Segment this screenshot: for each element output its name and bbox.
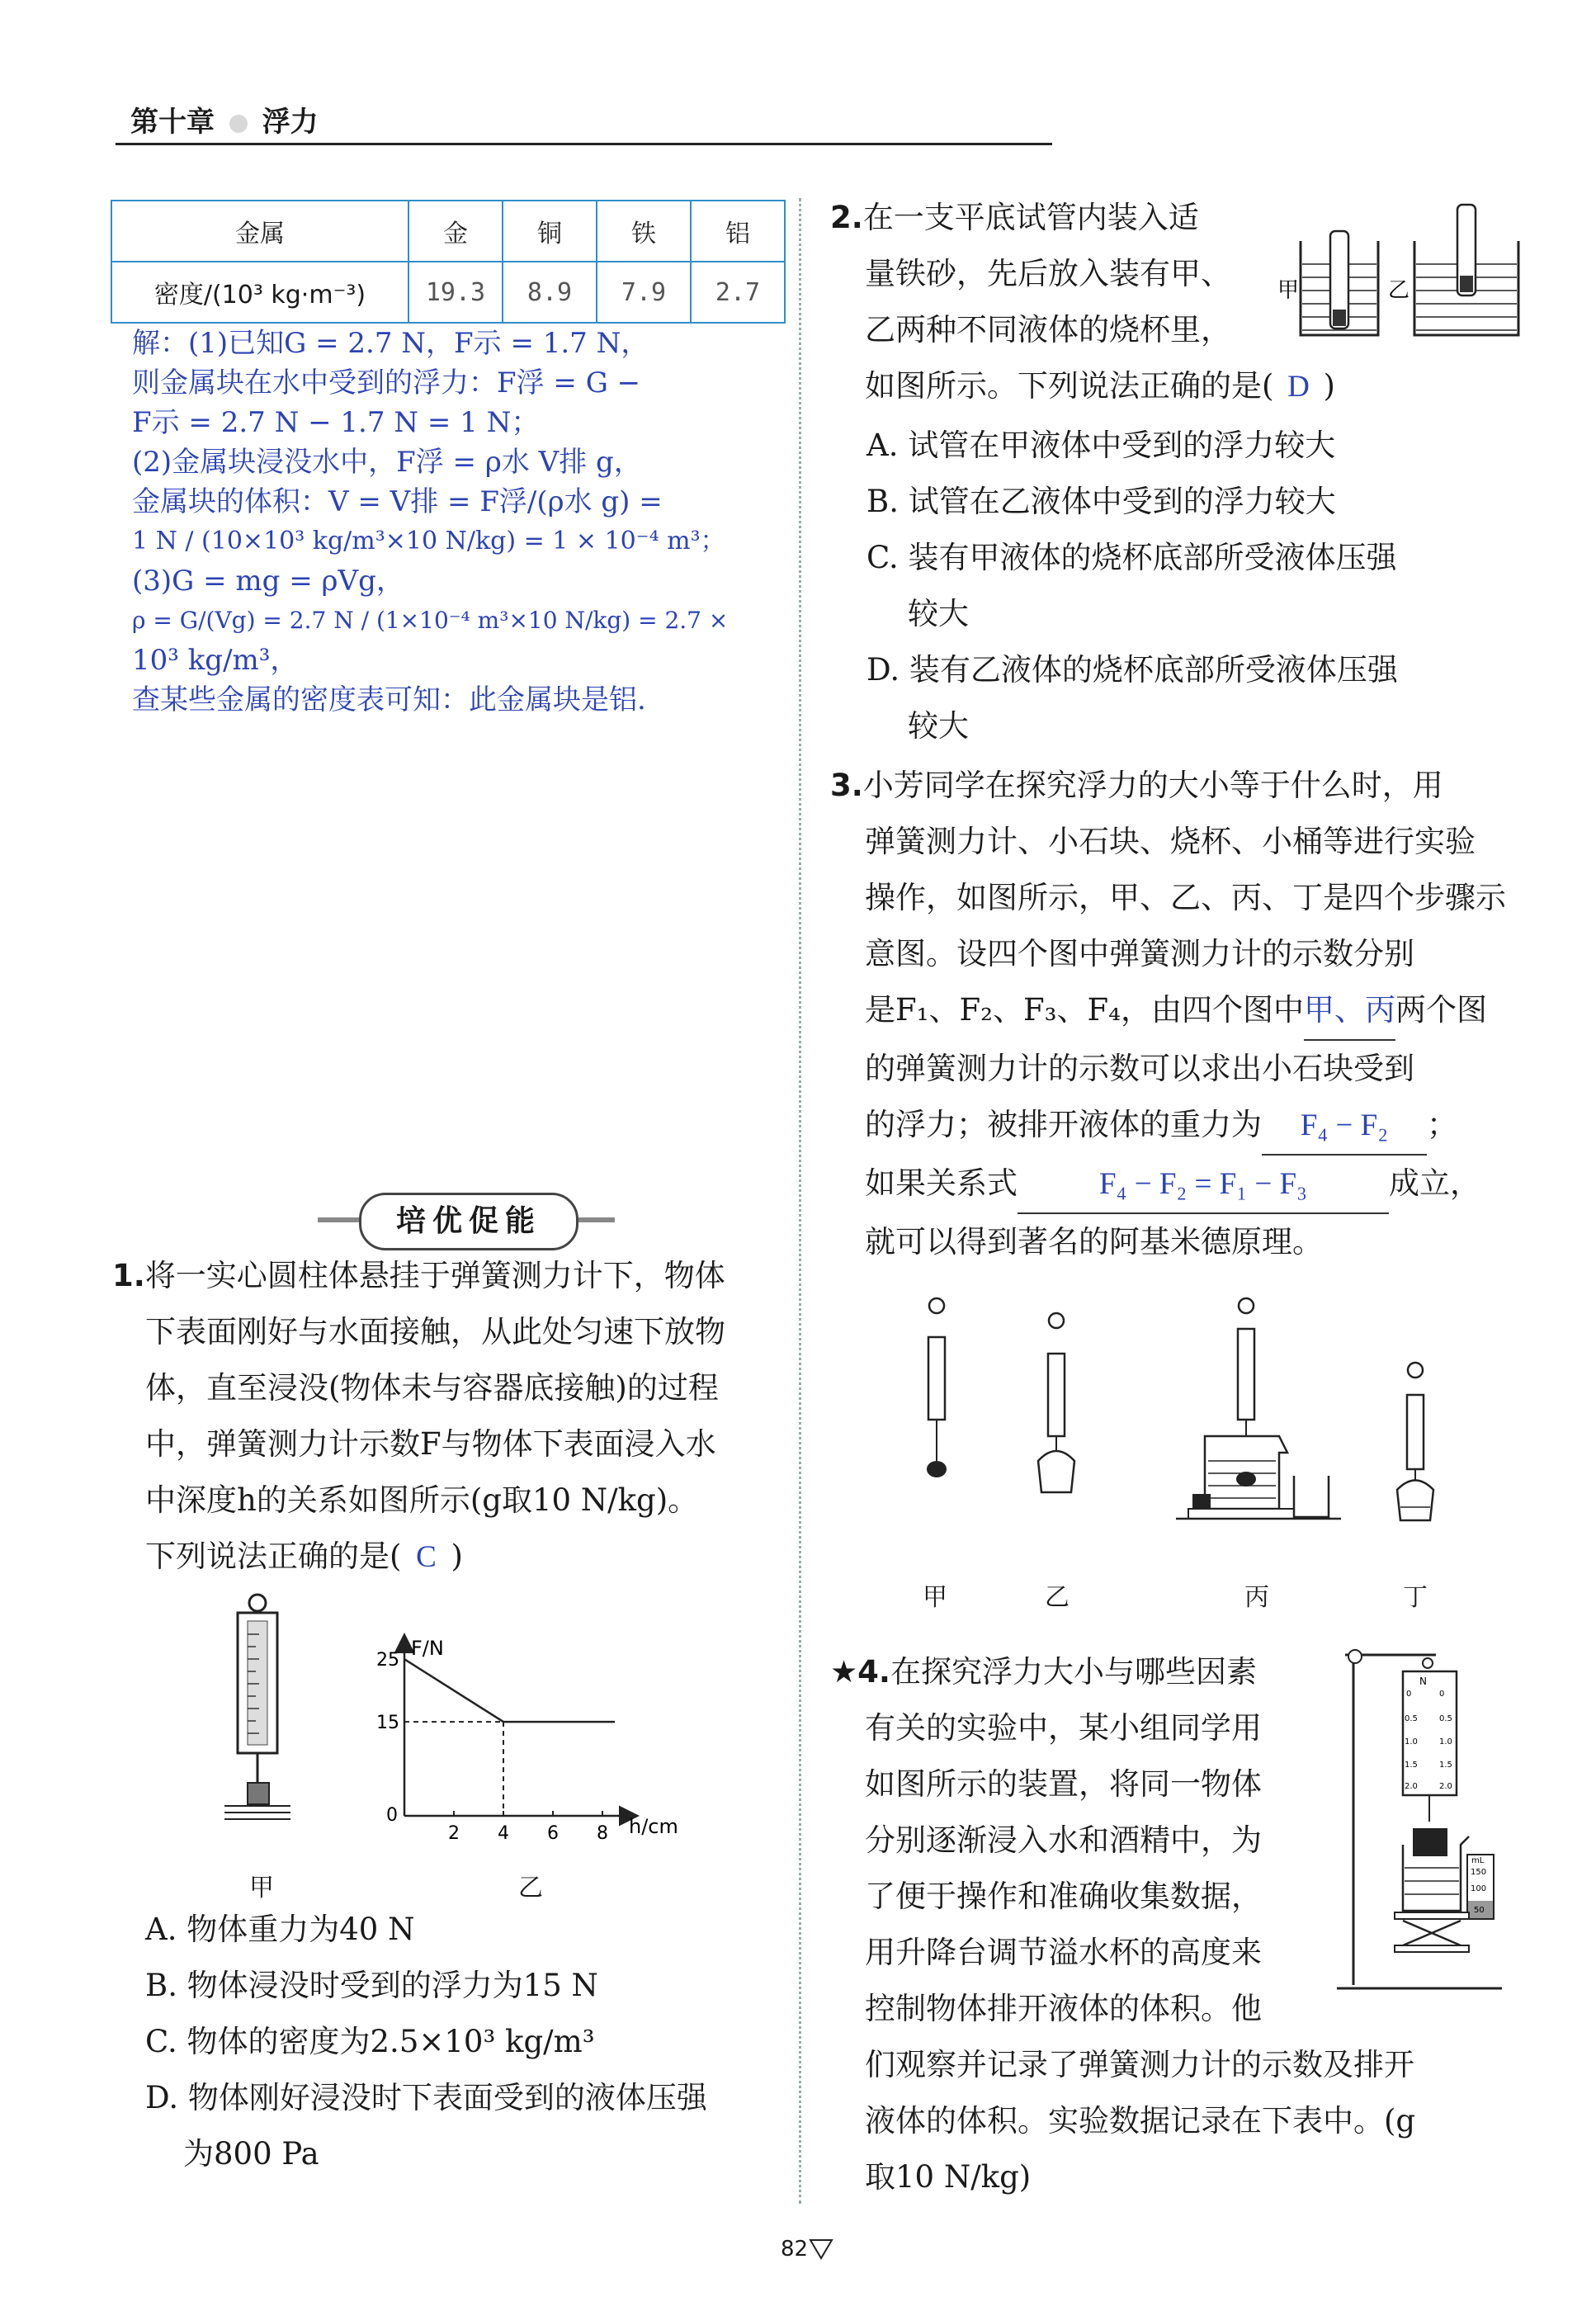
table-header-cell: 铁 [597, 201, 691, 262]
x-tick-label: 6 [547, 1823, 559, 1844]
question-line: 中，弹簧测力计示数F与物体下表面浸入水 [145, 1426, 716, 1462]
table-header-cell: 金属 [111, 201, 408, 262]
figure-caption: 丙 [1244, 1583, 1269, 1612]
solution-line: 1 N / (10×10³ kg/m³×10 N/kg) = 1 × 10⁻⁴ m³； [132, 527, 725, 555]
scale-tick: 2.0 [1405, 1782, 1418, 1791]
question-line: 弹簧测力计、小石块、烧杯、小桶等进行实验 [865, 824, 1476, 859]
question-line: 是F₁、F₂、F₃、F₄，由四个图中 [865, 992, 1305, 1028]
table-header-cell: 铝 [691, 201, 785, 262]
figure-caption: 甲 [923, 1583, 947, 1612]
question-line: 两个图 [1395, 992, 1488, 1028]
question-line: 了便于操作和准确收集数据， [865, 1879, 1262, 1914]
table-cell: 19.3 [408, 262, 503, 323]
y-tick-label: 25 [376, 1650, 399, 1671]
chapter-label: 第十章 [130, 106, 215, 139]
figure-caption: 甲 [249, 1874, 274, 1902]
density-table [111, 200, 786, 324]
option-a: A. 试管在甲液体中受到的浮力较大 [866, 428, 1336, 463]
table-cell: 8.9 [503, 262, 597, 323]
answer-blank-2: F₄ − F₂ [1262, 1098, 1427, 1156]
scale-tick: 0 [1439, 1690, 1445, 1699]
cylinder-tick: 100 [1471, 1884, 1487, 1893]
stone [927, 1461, 947, 1477]
scale-tick: 2.0 [1439, 1782, 1452, 1791]
page-number-text: 82 [781, 2237, 809, 2262]
table-header-cell: 铜 [503, 201, 597, 262]
solution-line: (3)G = mg = ρVg， [132, 565, 404, 598]
question-line: 控制物体排开液体的体积。他 [865, 1991, 1262, 2026]
y-tick-label: 15 [376, 1713, 399, 1734]
lift-platform-apparatus [1337, 1638, 1502, 2010]
figure-caption: 丁 [1403, 1583, 1428, 1612]
question-line: 成立， [1389, 1165, 1480, 1201]
question-line: 将一实心圆柱体悬挂于弹簧测力计下，物体 [144, 1258, 725, 1293]
lift-platform [1403, 1921, 1461, 1945]
archimedes-experiment-figure [891, 1296, 1535, 1568]
answer-blank-1: 甲、丙 [1304, 983, 1395, 1041]
question-line: 如图所示的装置，将同一物体 [865, 1766, 1262, 1802]
question-line: 意图。设四个图中弹簧测力计的示数分别 [865, 936, 1414, 971]
cylinder-tick: 50 [1474, 1906, 1485, 1915]
page-number [781, 2237, 808, 2262]
y-axis-label: F/N [411, 1637, 444, 1660]
cylinder-unit: mL [1471, 1856, 1485, 1865]
scale-tick: 1.5 [1439, 1761, 1452, 1770]
x-tick-label: 0 [386, 1805, 398, 1826]
scale-tick: 0 [1406, 1690, 1412, 1699]
q2-options [866, 418, 1576, 754]
option-d: D. 装有乙液体的烧杯底部所受液体压强 [866, 652, 1398, 688]
question-number: 3. [830, 768, 863, 803]
question-line: 液体的体积。实验数据记录在下表中。(g [865, 2103, 1416, 2139]
question-line: 下列说法正确的是( [145, 1538, 402, 1574]
column-divider [799, 198, 801, 2204]
option-a: A. 物体重力为40 N [145, 1912, 415, 1947]
answer-blank-3: F₄ − F₂ = F₁ − F₃ [1018, 1156, 1389, 1214]
chapter-header [130, 99, 319, 139]
solution-line: 10³ kg/m³， [132, 644, 299, 677]
question-line: 如图所示。下列说法正确的是( [865, 368, 1274, 404]
option-c: C. 物体的密度为2.5×10³ kg/m³ [145, 2024, 595, 2059]
page-marker-icon [809, 2237, 833, 2262]
question-line: 们观察并记录了弹簧测力计的示数及排开 [865, 2047, 1414, 2082]
section-title: 培优促能 [359, 1193, 578, 1250]
x-axis-label: h/cm [629, 1815, 678, 1838]
answer-choice: C [416, 1540, 437, 1574]
table-row [111, 262, 785, 323]
option-b: B. 试管在乙液体中受到的浮力较大 [866, 484, 1336, 519]
question-number: ★4. [830, 1654, 890, 1690]
question-line: 有关的实验中，某小组同学用 [865, 1710, 1262, 1746]
iron-sand-yi [1460, 276, 1473, 292]
question-line: ； [1427, 1107, 1457, 1142]
header-rule [116, 143, 1052, 145]
question-line: 乙两种不同液体的烧杯里， [865, 312, 1231, 347]
spring-scale-figure-jia [223, 1593, 297, 1865]
question-line: 的浮力；被排开液体的重力为 [865, 1107, 1262, 1142]
question-line: 如果关系式 [865, 1165, 1018, 1201]
figure-caption: 乙 [518, 1874, 543, 1902]
scale-tick: 0.5 [1405, 1714, 1418, 1723]
question-line: 在探究浮力大小与哪些因素 [890, 1654, 1257, 1690]
close-paren: ) [1323, 368, 1335, 404]
beaker-label-jia: 甲 [1277, 278, 1300, 303]
guide-lines [404, 1722, 503, 1816]
x-ticks [386, 1805, 608, 1844]
scale-unit: N [1419, 1676, 1427, 1687]
section-banner [318, 1193, 615, 1247]
force-depth-chart [355, 1630, 701, 1845]
solution-line: F示 = 2.7 N − 1.7 N = 1 N； [132, 406, 540, 439]
solution-line: ρ = G/(Vg) = 2.7 N / (1×10⁻⁴ m³×10 N/kg) = 2.7 × [132, 607, 729, 634]
close-paren: ) [451, 1538, 463, 1574]
figure-caption: 乙 [1045, 1583, 1070, 1612]
step-yi [1038, 1313, 1074, 1492]
test-tube-figure [1271, 198, 1568, 347]
solution-line: 金属块的体积：V = V排 = F浮/(ρ水 g) = [132, 485, 663, 518]
scale-window [248, 1621, 267, 1745]
cylinder-tick: 150 [1471, 1868, 1487, 1877]
question-line: 的弹簧测力计的示数可以求出小石块受到 [865, 1051, 1414, 1086]
series-line [404, 1659, 615, 1722]
question-line: 体，直至浸没(物体未与容器底接触)的过程 [145, 1370, 719, 1406]
water-surface [224, 1806, 290, 1819]
question-line: 就可以得到著名的阿基米德原理。 [865, 1224, 1323, 1260]
question-line: 操作，如图所示，甲、乙、丙、丁是四个步骤示 [865, 880, 1506, 915]
bucket [1038, 1451, 1074, 1492]
question-line: 小芳同学在探究浮力的大小等于什么时，用 [862, 768, 1443, 803]
option-d: D. 物体刚好浸没时下表面受到的液体压强 [145, 2080, 707, 2115]
question-line: 分别逐渐浸入水和酒精中，为 [865, 1822, 1262, 1858]
beaker-label-yi: 乙 [1388, 278, 1410, 303]
table-header-row [111, 201, 785, 262]
solution-block [132, 324, 729, 720]
solution-line: 则金属块在水中受到的浮力：F浮 = G − [132, 366, 641, 399]
scale-tick: 1.0 [1439, 1737, 1452, 1746]
scale-ring [249, 1595, 266, 1611]
cylinder-object [248, 1783, 269, 1804]
question-line: 中深度h的关系如图所示(g取10 N/kg)。 [145, 1482, 699, 1518]
x-tick-label: 8 [597, 1823, 608, 1844]
option-d-cont: 较大 [908, 708, 969, 744]
question-line: 下表面刚好与水面接触，从此处匀速下放物 [145, 1314, 725, 1349]
question-line: 取10 N/kg) [865, 2159, 1032, 2195]
iron-sand-jia [1333, 310, 1346, 326]
option-c: C. 装有甲液体的烧杯底部所受液体压强 [866, 540, 1397, 575]
option-b: B. 物体浸没时受到的浮力为15 N [145, 1968, 598, 2003]
solution-line: 解：(1)已知G = 2.7 N，F示 = 1.7 N， [132, 327, 649, 360]
solution-line: 查某些金属的密度表可知：此金属块是铝. [132, 683, 646, 716]
step-ding [1397, 1363, 1433, 1520]
option-d-cont: 为800 Pa [183, 2136, 319, 2172]
table-header-cell: 金 [408, 201, 503, 262]
scale-tick: 0.5 [1439, 1714, 1452, 1723]
question-number: 1. [112, 1258, 145, 1293]
question-number: 2. [830, 200, 863, 235]
scale-tick: 1.0 [1405, 1737, 1418, 1746]
table-cell: 7.9 [597, 262, 691, 323]
question-1 [112, 1248, 789, 1586]
chapter-title: 浮力 [262, 106, 319, 139]
y-ticks [376, 1650, 399, 1733]
question-line: 用升降台调节溢水杯的高度来 [865, 1935, 1262, 1970]
step-bing [1176, 1298, 1341, 1519]
question-line: 量铁砂，先后放入装有甲、 [865, 256, 1231, 291]
solution-line: (2)金属块浸没水中，F浮 = ρ水 V排 g， [132, 446, 642, 479]
table-cell: 2.7 [691, 262, 785, 323]
q1-options [145, 1902, 789, 2182]
object-block [1413, 1828, 1447, 1856]
x-tick-label: 2 [448, 1823, 460, 1844]
question-3 [830, 758, 1573, 1270]
option-c-cont: 较大 [908, 596, 969, 631]
table-row-label: 密度/(10³ kg·m⁻³) [111, 262, 408, 323]
step-jia [927, 1298, 947, 1477]
x-tick-label: 4 [498, 1823, 509, 1844]
scale-tick: 1.5 [1405, 1761, 1418, 1770]
answer-choice: D [1287, 370, 1310, 404]
bullet-icon [229, 115, 248, 133]
question-line: 在一支平底试管内装入适 [862, 200, 1199, 235]
